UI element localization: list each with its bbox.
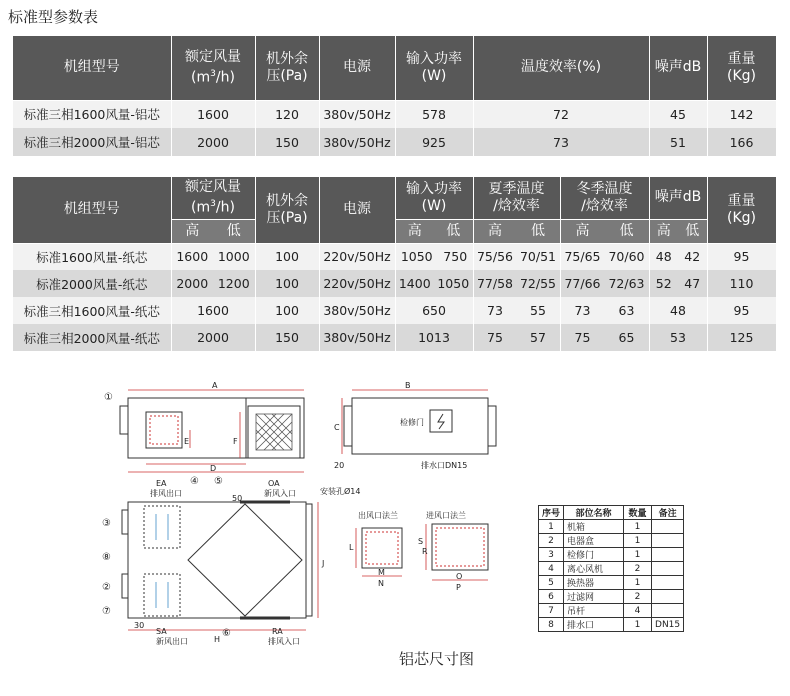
header-efficiency: 温度效率(%) — [473, 36, 649, 100]
label-s: S — [418, 537, 424, 546]
label-m: M — [378, 568, 385, 577]
header-weight: 重量 (Kg) — [707, 177, 776, 243]
lightning-icon — [438, 414, 444, 429]
cell-noise: 45 — [649, 100, 707, 128]
cell-weight: 95 — [707, 297, 776, 324]
label-dim20: 20 — [334, 461, 345, 470]
header-pressure: 机外余 压(Pa) — [255, 177, 319, 243]
subheader-summer: 高 低 — [473, 219, 560, 243]
parts-row: 1 机箱 1 — [539, 520, 684, 534]
label-access-door: 检修门 — [400, 418, 424, 427]
callout-8: ⑧ — [102, 552, 111, 563]
label-e: E — [184, 437, 190, 446]
parts-row: 6 过滤网 2 — [539, 590, 684, 604]
subheader-airflow: 高 低 — [171, 219, 255, 243]
cell-input: 1400 1050 — [395, 270, 473, 297]
side-view-labels — [104, 381, 238, 473]
label-o: O — [456, 572, 463, 581]
label-p: P — [456, 583, 461, 592]
callout-3: ③ — [102, 518, 111, 529]
inlet-flange-inner — [436, 528, 484, 566]
cell-input: 1050 750 — [395, 243, 473, 270]
label-j: J — [322, 559, 325, 568]
header-summer-efficiency: 夏季温度 /焓效率 — [473, 177, 560, 219]
cell-power: 380v/50Hz — [319, 128, 395, 156]
cell-summer: 75 57 — [473, 324, 560, 351]
cell-winter: 77/66 72/63 — [560, 270, 649, 297]
label-r: R — [422, 547, 428, 556]
top-view — [122, 502, 318, 630]
side-view-port-inner — [150, 416, 178, 444]
side-view — [120, 390, 304, 472]
label-c: C — [334, 423, 340, 432]
callout-7: ⑦ — [102, 606, 111, 617]
table-header-row — [13, 36, 776, 100]
cell-model: 标准三相1600风量-纸芯 — [13, 297, 171, 324]
header-pressure: 机外余 压(Pa) — [255, 36, 319, 100]
cell-pressure: 150 — [255, 128, 319, 156]
outlet-flange-inner — [366, 532, 398, 564]
parts-row: 4 离心风机 2 — [539, 562, 684, 576]
label-dim50: 50 — [232, 494, 243, 503]
fan-grille — [256, 414, 292, 450]
callout-6: ⑥ — [222, 628, 231, 639]
label-b: B — [405, 381, 411, 390]
cell-airflow: 2000 — [171, 324, 255, 351]
drawing-caption: 铝芯尺寸图 — [399, 650, 475, 668]
subheader-winter: 高 低 — [560, 219, 649, 243]
cell-input: 578 — [395, 100, 473, 128]
header-airflow: 额定风量 $(m^3/h)$ — [171, 177, 255, 219]
label-l: L — [349, 543, 354, 552]
parts-header-row — [539, 506, 684, 520]
header-input-power: 输入功率 (W) — [395, 36, 473, 100]
table-row — [13, 128, 776, 156]
cell-power: 220v/50Hz — [319, 243, 395, 270]
parts-row: 7 吊杆 4 — [539, 604, 684, 618]
cell-noise: 51 — [649, 128, 707, 156]
parts-table — [538, 505, 684, 632]
parts-header-note: 备注 — [652, 506, 684, 520]
header-winter-efficiency: 冬季温度 /焓效率 — [560, 177, 649, 219]
header-weight: 重量 (Kg) — [707, 36, 776, 100]
label-d: D — [210, 464, 217, 473]
heat-exchanger — [188, 504, 302, 616]
label-n: N — [378, 579, 384, 588]
top-view-side — [306, 504, 312, 616]
cell-model: 标准1600风量-纸芯 — [13, 243, 171, 270]
cell-power: 220v/50Hz — [319, 270, 395, 297]
top-view-stub-top — [122, 510, 128, 534]
cell-airflow: 1600 — [171, 100, 255, 128]
table-row — [13, 297, 776, 324]
cell-input: 1013 — [395, 324, 473, 351]
label-a: A — [212, 381, 218, 390]
header-noise: 噪声dB — [649, 177, 707, 219]
cell-weight: 110 — [707, 270, 776, 297]
cell-winter: 73 63 — [560, 297, 649, 324]
label-drain: 排水口DN15 — [421, 461, 468, 470]
header-model: 机组型号 — [13, 36, 171, 100]
cell-noise: 48 — [649, 297, 707, 324]
label-ea-cn: 排风出口 — [150, 489, 182, 498]
label-oa-cn: 新风入口 — [264, 489, 296, 498]
inlet-flange-body — [432, 524, 488, 570]
label-dim30: 30 — [134, 621, 145, 630]
cell-model: 标准三相2000风量-纸芯 — [13, 324, 171, 351]
cell-pressure: 120 — [255, 100, 319, 128]
label-ra-cn: 排风入口 — [268, 637, 300, 646]
cell-pressure: 150 — [255, 324, 319, 351]
front-view-flange-right — [488, 406, 496, 446]
cell-weight: 95 — [707, 243, 776, 270]
label-mount-hole: 安装孔Ø14 — [320, 487, 361, 496]
cell-model: 标准2000风量-纸芯 — [13, 270, 171, 297]
header-airflow: 额定风量 $(m^3/h)$ — [171, 36, 255, 100]
label-outlet-flange: 出风口法兰 — [358, 511, 398, 520]
side-view-port — [146, 412, 182, 448]
subheader-noise: 高 低 — [649, 219, 707, 243]
header-noise: 噪声dB — [649, 36, 707, 100]
cell-pressure: 100 — [255, 270, 319, 297]
parts-header-name: 部位名称 — [564, 506, 624, 520]
table-row — [13, 243, 776, 270]
outlet-flange-body — [362, 528, 402, 568]
ea-fan — [144, 506, 180, 548]
dimension-drawing — [100, 376, 530, 646]
parts-row: 5 换热器 1 — [539, 576, 684, 590]
cell-winter: 75/65 70/60 — [560, 243, 649, 270]
table-row — [13, 270, 776, 297]
cell-pressure: 100 — [255, 297, 319, 324]
cell-power: 380v/50Hz — [319, 100, 395, 128]
cell-airflow: 2000 1200 — [171, 270, 255, 297]
header-input-power: 输入功率 (W) — [395, 177, 473, 219]
header-power: 电源 — [319, 177, 395, 243]
callout-2: ② — [102, 582, 111, 593]
label-inlet-flange: 进风口法兰 — [426, 511, 466, 520]
subheader-input: 高 低 — [395, 219, 473, 243]
cell-summer: 75/56 70/51 — [473, 243, 560, 270]
parts-header-no: 序号 — [539, 506, 564, 520]
top-view-stub-bottom — [122, 574, 128, 598]
front-view-flange-left — [344, 406, 352, 446]
label-ra: RA — [272, 627, 283, 636]
cell-power: 380v/50Hz — [319, 324, 395, 351]
cell-power: 380v/50Hz — [319, 297, 395, 324]
cell-weight: 166 — [707, 128, 776, 156]
label-sa: SA — [156, 627, 167, 636]
airflow-arrows — [156, 514, 168, 608]
cell-airflow: 2000 — [171, 128, 255, 156]
cell-summer: 73 55 — [473, 297, 560, 324]
label-ea: EA — [156, 479, 167, 488]
cell-model: 标准三相2000风量-铝芯 — [13, 128, 171, 156]
parts-row: 8 排水口 1 DN15 — [539, 618, 684, 632]
table-header-row — [13, 177, 776, 219]
cell-efficiency: 72 — [473, 100, 649, 128]
parts-header-qty: 数量 — [624, 506, 652, 520]
label-sa-cn: 新风出口 — [156, 637, 188, 646]
cell-weight: 142 — [707, 100, 776, 128]
cell-weight: 125 — [707, 324, 776, 351]
cell-input: 650 — [395, 297, 473, 324]
side-view-stub — [120, 406, 128, 434]
header-model: 机组型号 — [13, 177, 171, 243]
sa-fan — [144, 574, 180, 616]
cell-pressure: 100 — [255, 243, 319, 270]
cell-winter: 75 65 — [560, 324, 649, 351]
cell-summer: 77/58 72/55 — [473, 270, 560, 297]
table-row — [13, 100, 776, 128]
cell-noise: 52 47 — [649, 270, 707, 297]
parts-row: 2 电器盒 1 — [539, 534, 684, 548]
header-power: 电源 — [319, 36, 395, 100]
label-f: F — [233, 437, 238, 446]
label-h: H — [214, 635, 221, 644]
parts-row: 3 检修门 1 — [539, 548, 684, 562]
label-oa: OA — [268, 479, 280, 488]
cell-airflow: 1600 — [171, 297, 255, 324]
cell-input: 925 — [395, 128, 473, 156]
spec-table-aluminium — [13, 36, 777, 156]
cell-noise: 48 42 — [649, 243, 707, 270]
access-door — [430, 410, 452, 432]
top-view-body — [128, 502, 306, 618]
callout-4: ④ — [190, 476, 199, 487]
spec-table-paper — [13, 177, 777, 351]
cell-efficiency: 73 — [473, 128, 649, 156]
cell-airflow: 1600 1000 — [171, 243, 255, 270]
table-row — [13, 324, 776, 351]
callout-1: ① — [104, 392, 113, 403]
cell-noise: 53 — [649, 324, 707, 351]
front-view-labels — [334, 381, 467, 470]
callout-5: ⑤ — [214, 476, 223, 487]
page-title: 标准型参数表 — [8, 8, 99, 26]
cell-model: 标准三相1600风量-铝芯 — [13, 100, 171, 128]
